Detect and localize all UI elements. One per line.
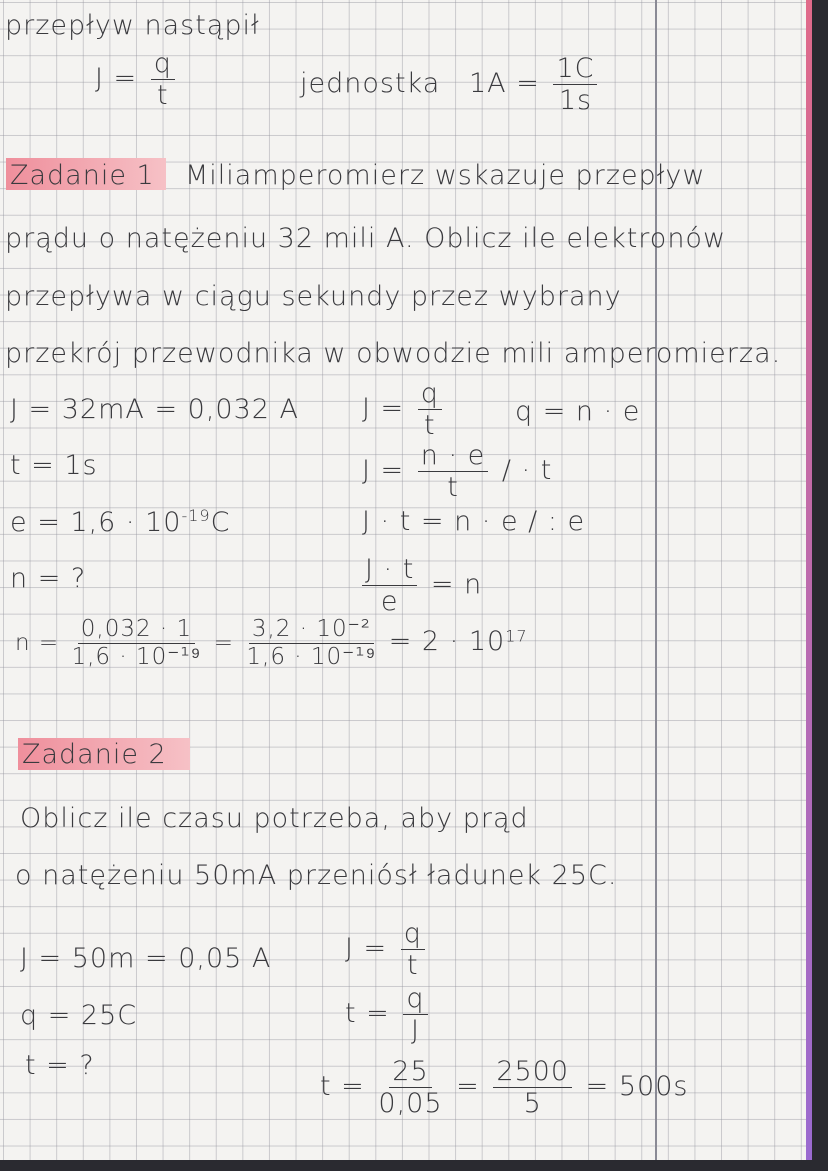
task2-heading: Zadanie 2 [22,739,167,770]
lhs: J = [362,455,405,486]
lhs: n = [15,630,60,656]
task1-text-line: Miliamperomierz wskazuje przepływ [185,160,706,191]
unit-lhs: 1A = [469,68,540,99]
unit-definition [300,55,601,114]
denominator: t [157,80,169,111]
denominator: t [447,472,459,503]
denominator: 1,6 · 10⁻¹⁹ [71,644,202,670]
unit-label: jednostka [300,68,441,99]
formula-lhs: J = [95,63,138,94]
given-value [10,508,230,536]
numerator: 25 [389,1058,431,1088]
given-value: J = 32mA = 0,032 A [10,394,300,425]
current-formula [95,50,179,109]
task2-solution [320,1058,688,1117]
fraction [418,442,488,501]
numerator: J · t [362,556,417,586]
e-base: e = 1,6 · 10 [10,507,182,538]
numerator: n · e [418,442,488,472]
rhs: / · t [501,455,553,486]
fraction [378,1058,442,1117]
denominator: 0,05 [378,1088,443,1119]
denominator: e [380,586,399,617]
result: = 2 · 10 [388,626,506,657]
fraction [71,618,201,669]
derivation-step [358,556,482,615]
denominator: J [410,1015,420,1046]
result-exponent: 17 [505,626,528,646]
numerator: q [151,50,175,80]
numerator: 1C [553,55,597,85]
given-value: n = ? [10,563,87,594]
equals: = [456,1071,480,1102]
given-value: t = 1s [10,450,98,481]
task1-solution [15,618,528,669]
given-value: q = 25C [20,1000,138,1031]
given-value: J = 50m = 0,05 A [20,943,272,974]
denominator: t [424,410,436,441]
lhs: J = [345,933,388,964]
fraction [493,1058,572,1117]
equals: = [213,630,235,656]
numerator: q [403,985,427,1015]
task1-text-line: prądu o natężeniu 32 mili A. Oblicz ile elektronów [5,223,727,254]
fraction [401,920,425,979]
numerator: q [401,920,425,950]
fraction [418,380,442,439]
numerator: 2500 [493,1058,572,1088]
rhs: = n [430,569,483,600]
intro-line: przepływ nastąpił [5,10,260,41]
result: = 500s [585,1071,689,1102]
fraction [403,985,427,1044]
numerator: q [418,380,442,410]
derivation-step [345,920,429,979]
denominator: 1s [558,85,593,116]
fraction [246,618,376,669]
derivation-step: q = n · e [515,396,641,427]
lhs: J = [362,393,405,424]
derivation-step: J · t = n · e / : e [362,506,586,537]
derivation-step [362,442,552,501]
task1-text-line: przepływa w ciągu sekundy przez wybrany [5,281,622,312]
derivation-step [345,985,432,1044]
denominator: 5 [523,1088,542,1119]
lhs: t = [345,998,390,1029]
page-edge [806,0,812,1160]
task1-heading: Zadanie 1 [10,160,155,191]
fraction [151,50,175,109]
numerator: 0,032 · 1 [78,618,195,644]
lhs: t = [320,1071,365,1102]
task2-text-line: o natężeniu 50mA przeniósł ładunek 25C. [15,860,618,891]
e-exponent: -19 [181,506,211,525]
numerator: 3,2 · 10⁻² [249,618,374,644]
denominator: t [407,950,419,981]
e-unit: C [210,507,231,538]
fraction [362,556,417,615]
task2-text-line: Oblicz ile czasu potrzeba, aby prąd [20,803,529,834]
given-value: t = ? [25,1050,95,1081]
task1-text-line: przekrój przewodnika w obwodzie mili amperomierza. [5,338,782,369]
derivation-step [362,380,446,439]
fraction [553,55,597,114]
denominator: 1,6 · 10⁻¹⁹ [246,644,377,670]
